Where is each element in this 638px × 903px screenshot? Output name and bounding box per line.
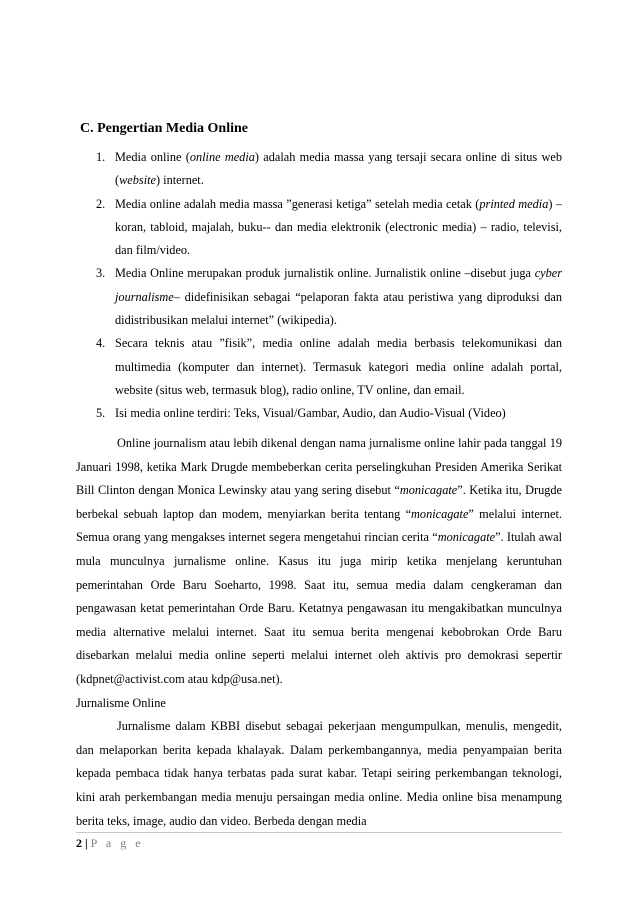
section-heading: C. Pengertian Media Online	[80, 121, 248, 136]
list-number: 5.	[96, 406, 106, 421]
list-item: 4. Secara teknis atau ”fisik”, media online adalah media berbasis telekomunikasi dan multimedia (komputer dan internet). Termasuk kategori media online adalah portal, website (situs web, termasuk blog), radio online, TV online, dan email.	[90, 332, 562, 402]
footer-divider	[76, 832, 562, 833]
body-text: Online journalism atau lebih dikenal dengan nama jurnalisme online lahir pada tanggal 19 Januari 1998, ketika Mark Drugde membeberkan cerita perselingkuhan Presiden Amerika Serikat Bill Clinton dengan Monica Lewinsky atau yang sering disebut “monicagate”. Ketika itu, Drugde berbekal sebuah laptop dan modem, menyiarkan berita tentang “monicagate” melalui internet. Semua orang yang mengakses internet segera mengetahui rincian cerita “monicagate”. Itulah awal mula munculnya jurnalisme online. Kasus itu juga mirip ketika menjelang keruntuhan pemerintahan Orde Baru Soeharto, 1998. Saat itu, semua media dalam cengkeraman dan pengawasan ketat pemerintahan Orde Baru. Ketatnya pengawasan itu mengakibatkan munculnya media alternative melalui internet. Saat itu semua berita mengenai kebobrokan Orde Baru disebarkan melalui media online seperti melalui internet oleh aktivis pro demokrasi sepertir (kdpnet@activist.com atau kdp@usa.net). Jurnalisme Online Jurnalisme dalam KBBI disebut sebagai pekerjaan mengumpulkan, menulis, mengedit, dan melaporkan berita kepada khalayak. Dalam perkembangannya, media penyampaian berita kepada pembaca tidak hanya terbatas pada surat kabar. Tetapi seiring perkembangan teknologi, kini arah perkembangan media menuju persaingan media online. Media online bisa menampung berita teks, image, audio dan video. Berbeda dengan media	[76, 436, 563, 828]
list-item: 5. Isi media online terdiri: Teks, Visual/Gambar, Audio, dan Audio-Visual (Video)	[90, 402, 562, 425]
page-label: P a g e	[90, 836, 144, 850]
list-item: 1. Media online (online media) adalah media massa yang tersaji secara online di situs web (website) internet.	[90, 146, 562, 193]
list-item: 3. Media Online merupakan produk jurnalistik online. Jurnalistik online –disebut juga cyber journalisme– didefinisikan sebagai “pelaporan fakta atau peristiwa yang diproduksi dan didistribusikan melalui internet” (wikipedia).	[90, 262, 562, 332]
page-number: 2	[76, 836, 82, 850]
list-number: 4.	[96, 336, 106, 351]
paragraph-2: Jurnalisme dalam KBBI disebut sebagai pekerjaan mengumpulkan, menulis, mengedit, dan melaporkan berita kepada khalayak. Dalam perkembangannya, media penyampaian berita kepada pembaca tidak hanya terbatas pada surat kabar. Tetapi seiring perkembangan teknologi, kini arah perkembangan media menuju persaingan media online. Media online bisa menampung berita teks, image, audio dan video. Berbeda dengan media	[76, 719, 562, 828]
list-number: 2.	[96, 196, 106, 211]
subheading: Jurnalisme Online	[76, 695, 166, 710]
list-number: 1.	[96, 150, 106, 164]
list-number: 3.	[96, 266, 106, 281]
page-footer	[76, 836, 144, 850]
list-item: 2. Media online adalah media massa ”generasi ketiga” setelah media cetak (printed media) –koran, tabloid, majalah, buku-- dan media elektronik (electronic media) – radio, televisi, dan film/video.	[90, 193, 562, 263]
footer-separator: |	[85, 836, 88, 850]
definition-list	[90, 146, 562, 426]
